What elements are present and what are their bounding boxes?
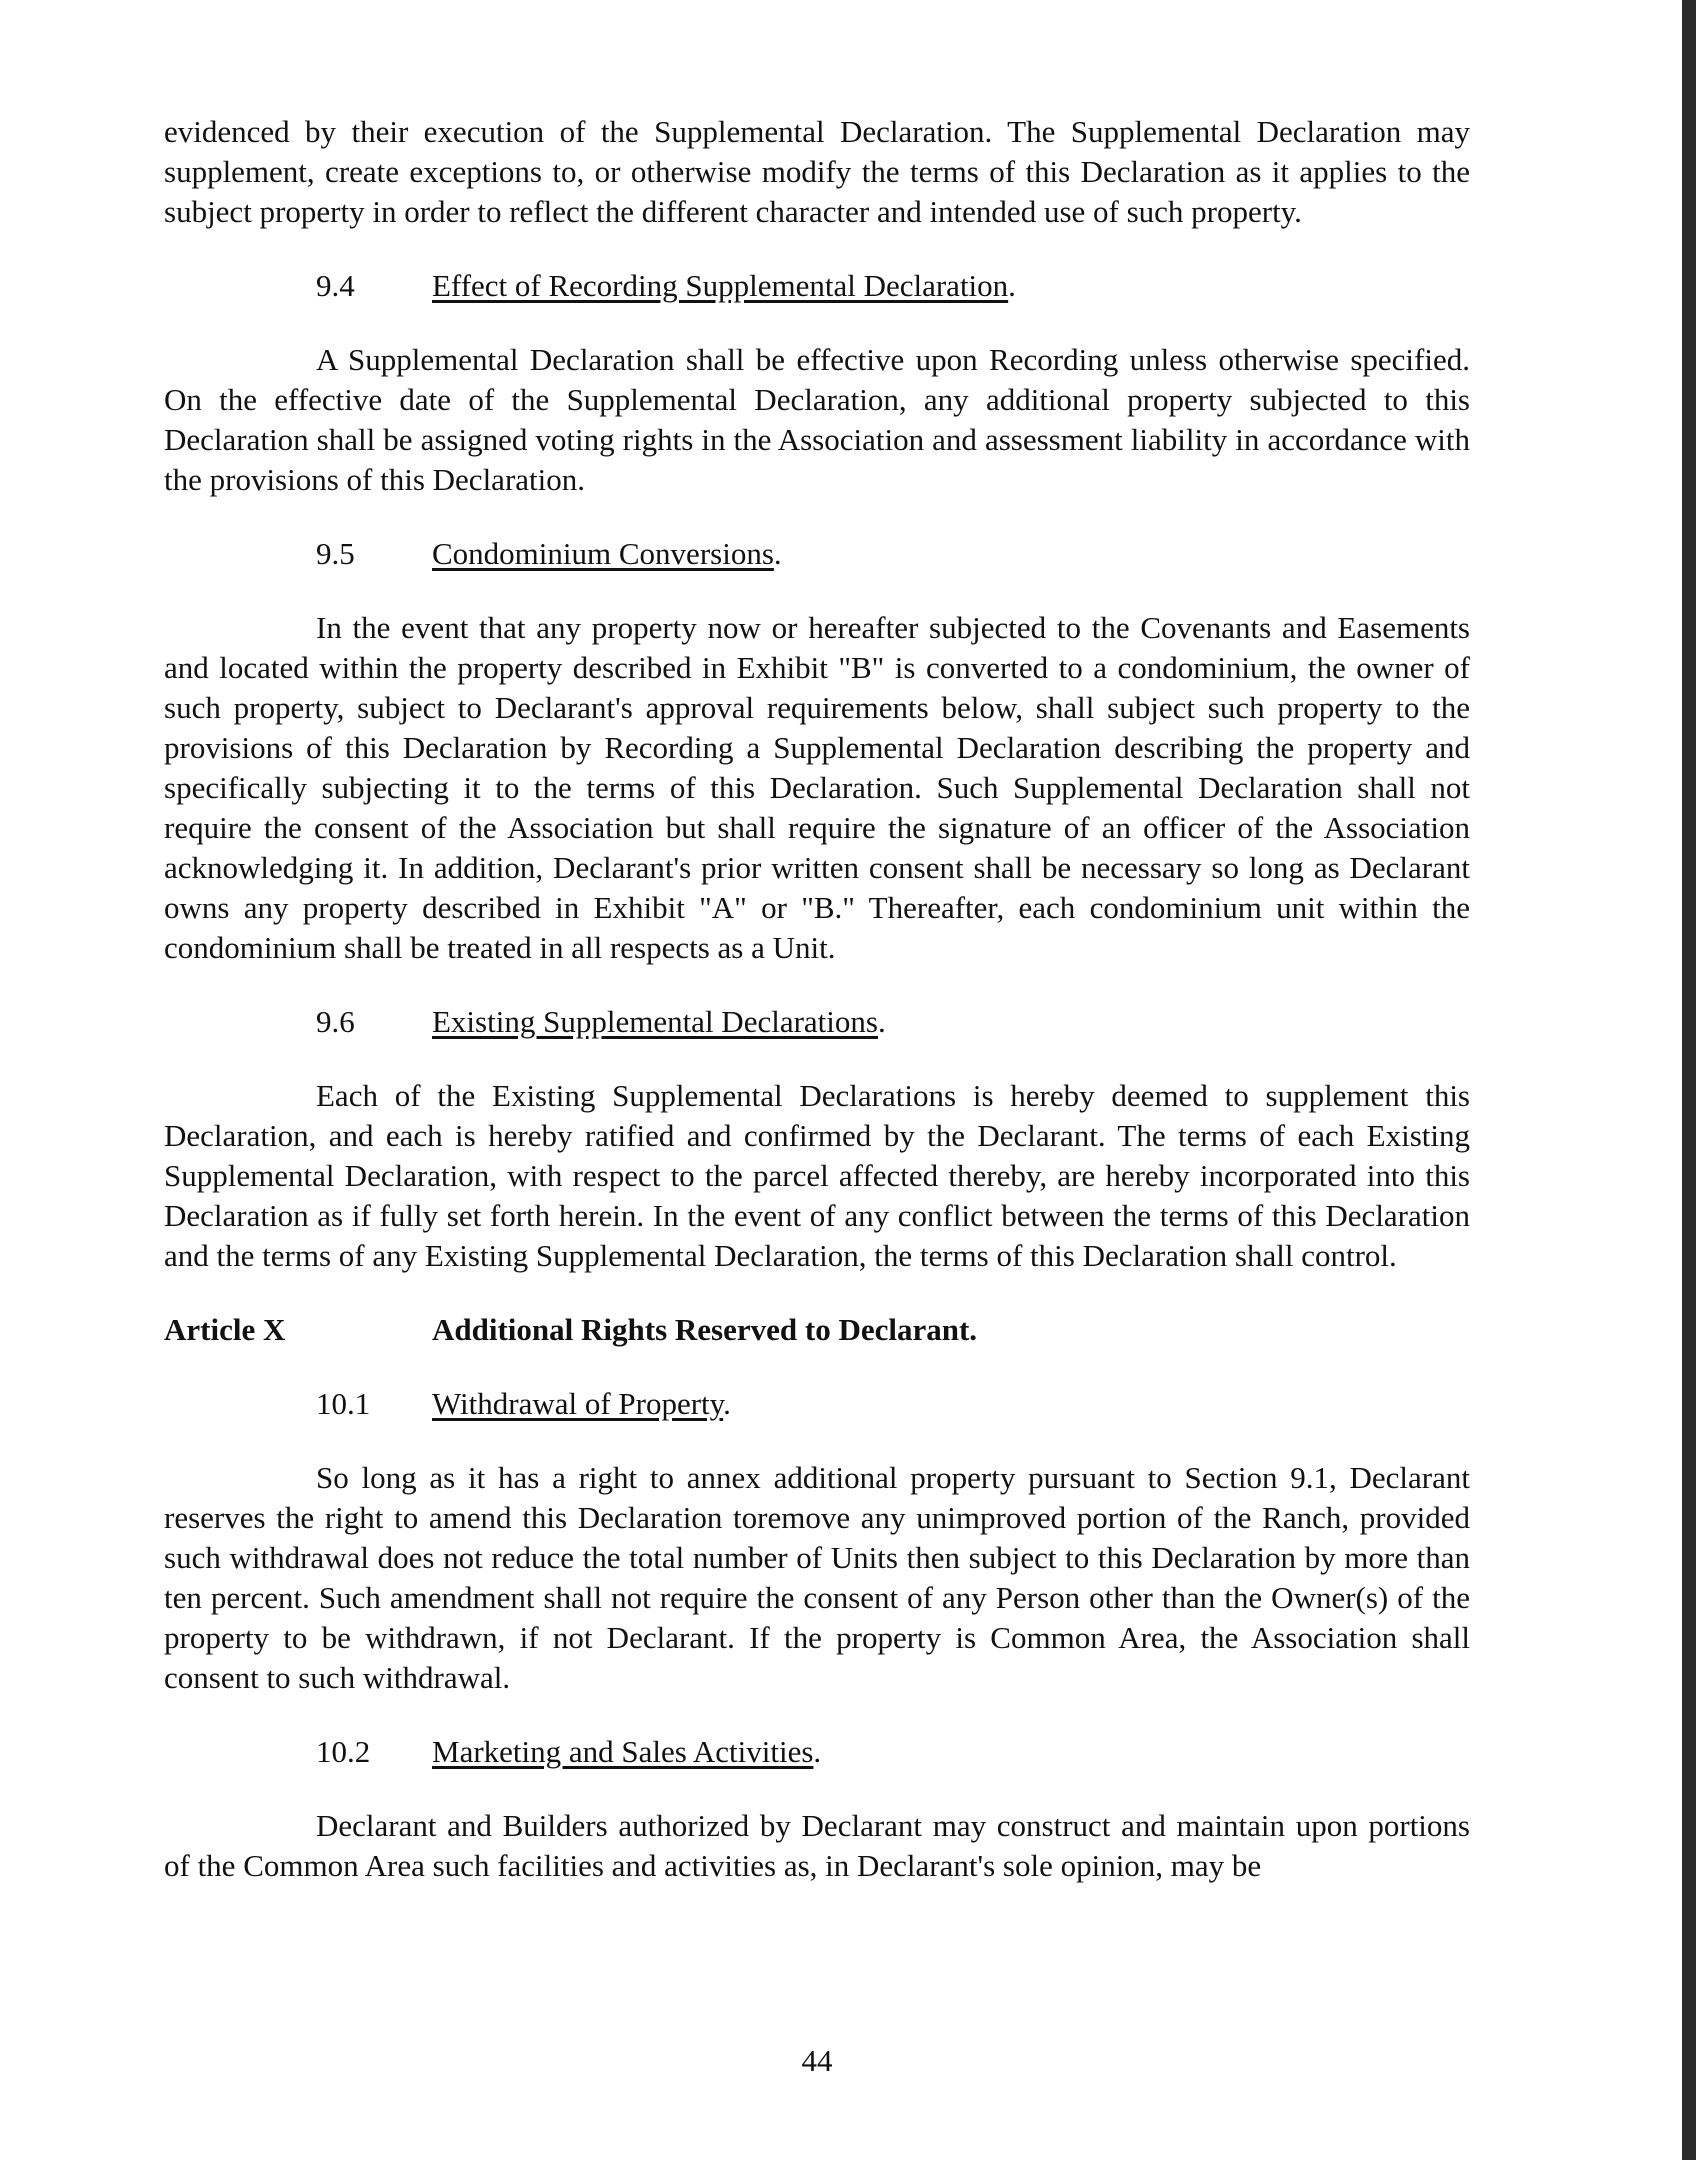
section-title: Withdrawal of Property [432, 1386, 724, 1421]
section-title: Existing Supplemental Declarations [432, 1004, 878, 1039]
scan-page-edge [1682, 0, 1696, 2160]
article-x-heading [164, 1310, 1470, 1350]
section-10-2-heading: 10.2 Marketing and Sales Activities. [164, 1732, 1470, 1772]
section-number: 10.2 [316, 1734, 371, 1769]
section-title: Marketing and Sales Activities [432, 1734, 814, 1769]
article-title: Additional Rights Reserved to Declarant. [432, 1312, 978, 1347]
section-10-1-body: So long as it has a right to annex additional property pursuant to Section 9.1, Declarant reserves the right to amend this Declaration toremove any unimproved portion of the Ranch, provided such withdrawal does not reduce the total number of Units then subject to this Declaration by more than ten percent. Such amendment shall not require the consent of any Person other than the Owner(s) of the property to be withdrawn, if not Declarant. If the property is Common Area, the Association shall consent to such withdrawal. [164, 1460, 1470, 1695]
section-title: Condominium Conversions [432, 536, 774, 571]
section-9-6-body: Each of the Existing Supplemental Declarations is hereby deemed to supplement this Declaration, and each is hereby ratified and confirmed by the Declarant. The terms of each Existing Supplemental Declaration, with respect to the parcel affected thereby, are hereby incorporated into this Declaration as if fully set forth herein. In the event of any conflict between the terms of this Declaration and the terms of any Existing Supplemental Declaration, the terms of this Declaration shall control. [164, 1078, 1470, 1273]
page-number: 44 [801, 2043, 833, 2078]
section-10-2-body: Declarant and Builders authorized by Declarant may construct and maintain upon portions of the Common Area such facilities and activities as, in Declarant's sole opinion, may be [164, 1808, 1470, 1883]
section-9-4-heading: 9.4 Effect of Recording Supplemental Declaration. [164, 266, 1470, 306]
section-9-5-body: In the event that any property now or hereafter subjected to the Covenants and Easements and located within the property described in Exhibit "B" is converted to a condominium, the owner of such property, subject to Declarant's approval requirements below, shall subject such property to the provisions of this Declaration by Recording a Supplemental Declaration describing the property and specifically subjecting it to the terms of this Declaration. Such Supplemental Declaration shall not require the consent of the Association but shall require the signature of an officer of the Association acknowledging it. In addition, Declarant's prior written consent shall be necessary so long as Declarant owns any property described in Exhibit "A" or "B." Thereafter, each condominium unit within the condominium shall be treated in all respects as a Unit. [164, 610, 1470, 965]
section-number: 9.6 [316, 1004, 355, 1039]
section-number: 9.4 [316, 268, 355, 303]
article-number: Article X [164, 1312, 286, 1347]
document-body [164, 112, 1470, 1886]
intro-paragraph: evidenced by their execution of the Supplemental Declaration. The Supplemental Declaration may supplement, create exceptions to, or otherwise modify the terms of this Declaration as it applies to the subject property in order to reflect the different character and intended use of such property. [164, 114, 1470, 229]
section-number: 10.1 [316, 1386, 371, 1421]
section-9-6-heading: 9.6 Existing Supplemental Declarations. [164, 1002, 1470, 1042]
section-number: 9.5 [316, 536, 355, 571]
section-9-5-heading: 9.5 Condominium Conversions. [164, 534, 1470, 574]
section-10-1-heading: 10.1 Withdrawal of Property. [164, 1384, 1470, 1424]
section-title: Effect of Recording Supplemental Declaration [432, 268, 1009, 303]
section-9-4-body: A Supplemental Declaration shall be effective upon Recording unless otherwise specified. On the effective date of the Supplemental Declaration, any additional property subjected to this Declaration shall be assigned voting rights in the Association and assessment liability in accordance with the provisions of this Declaration. [164, 342, 1470, 497]
